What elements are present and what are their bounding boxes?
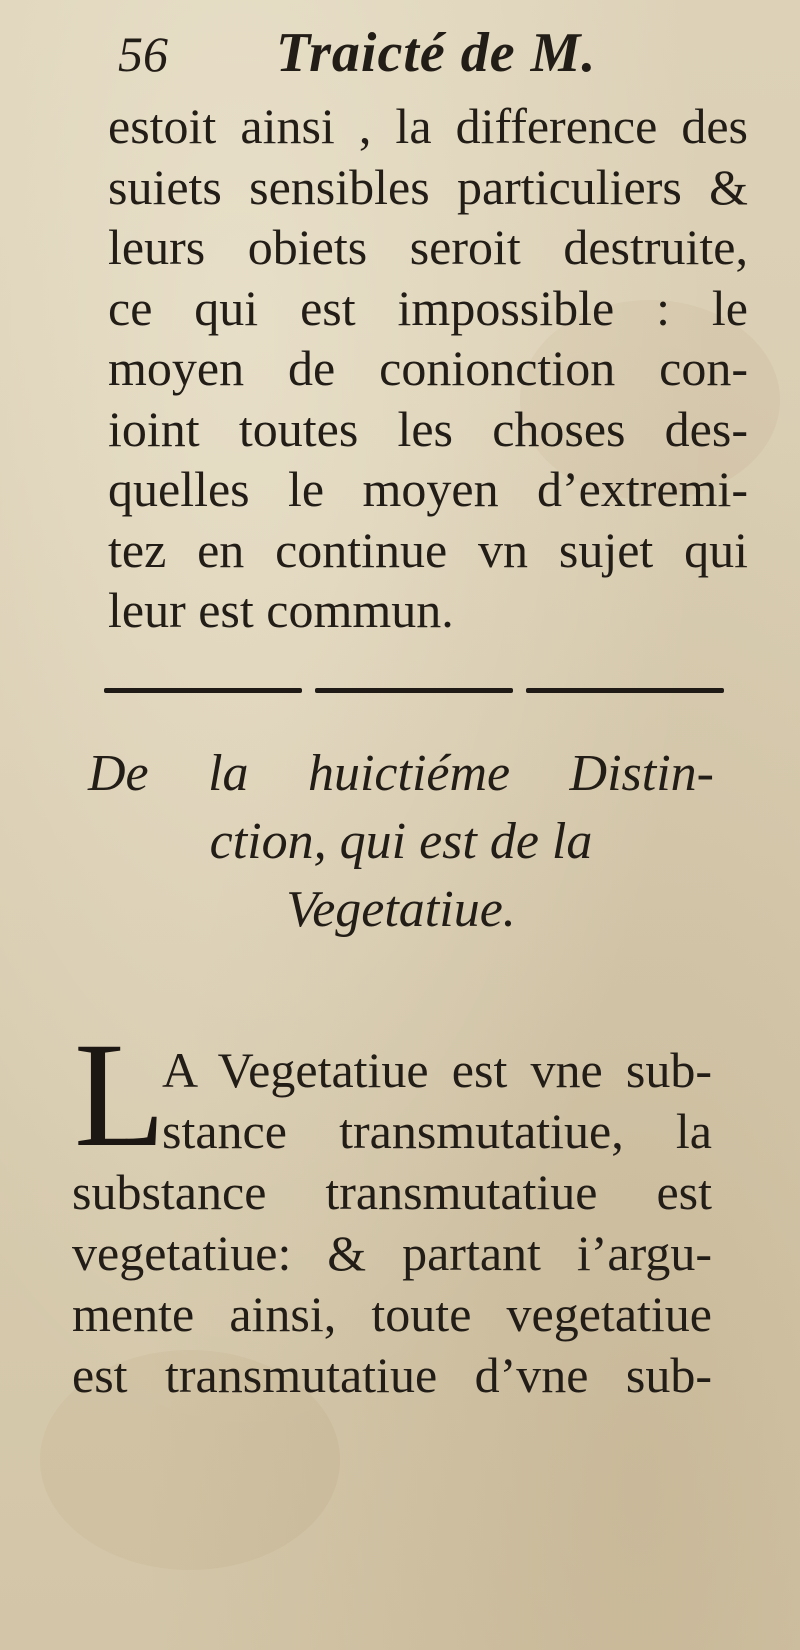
heading-line: De la huictiéme Distin- (88, 745, 714, 802)
text-line: vegetatiue: & partant i’argu- (72, 1225, 712, 1281)
text-line: substance transmutatiue est (72, 1164, 712, 1220)
text-line: quelles le moyen d’extremi- (108, 461, 748, 517)
rule-segment (104, 688, 302, 693)
text-line: moyen de conionction con- (108, 340, 748, 396)
paragraph-continued (108, 96, 748, 641)
drop-cap: L (74, 1012, 166, 1178)
heading-line: ction, qui est de la (209, 813, 593, 870)
text-line: ioint toutes les choses des- (108, 400, 748, 457)
text-line: suiets sensibles particuliers & (108, 158, 748, 215)
text-line: leurs obiets seroit destruite, (108, 219, 748, 275)
text-line: est transmutatiue d’vne sub- (72, 1347, 712, 1403)
paragraph-body (72, 1012, 712, 1406)
text-line: leur est commun. (108, 582, 454, 638)
text-line: mente ainsi, toute vegetatiue (72, 1286, 712, 1342)
section-divider-rule (104, 687, 724, 695)
rule-segment (526, 688, 724, 693)
page-number: 56 (118, 26, 168, 82)
rule-segment (315, 688, 513, 693)
heading-line: Vegetatiue. (286, 881, 516, 938)
running-title: Traicté de M. (276, 22, 597, 84)
section-heading (88, 740, 714, 944)
page-header (118, 14, 718, 84)
text-line: estoit ainsi , la difference des (108, 98, 748, 154)
text-line: stance transmutatiue, la (162, 1103, 712, 1159)
text-line: tez en continue vn sujet qui (108, 521, 748, 578)
text-line: A Vegetatiue est vne sub- (162, 1042, 712, 1098)
text-line: ce qui est impossible : le (108, 279, 748, 336)
